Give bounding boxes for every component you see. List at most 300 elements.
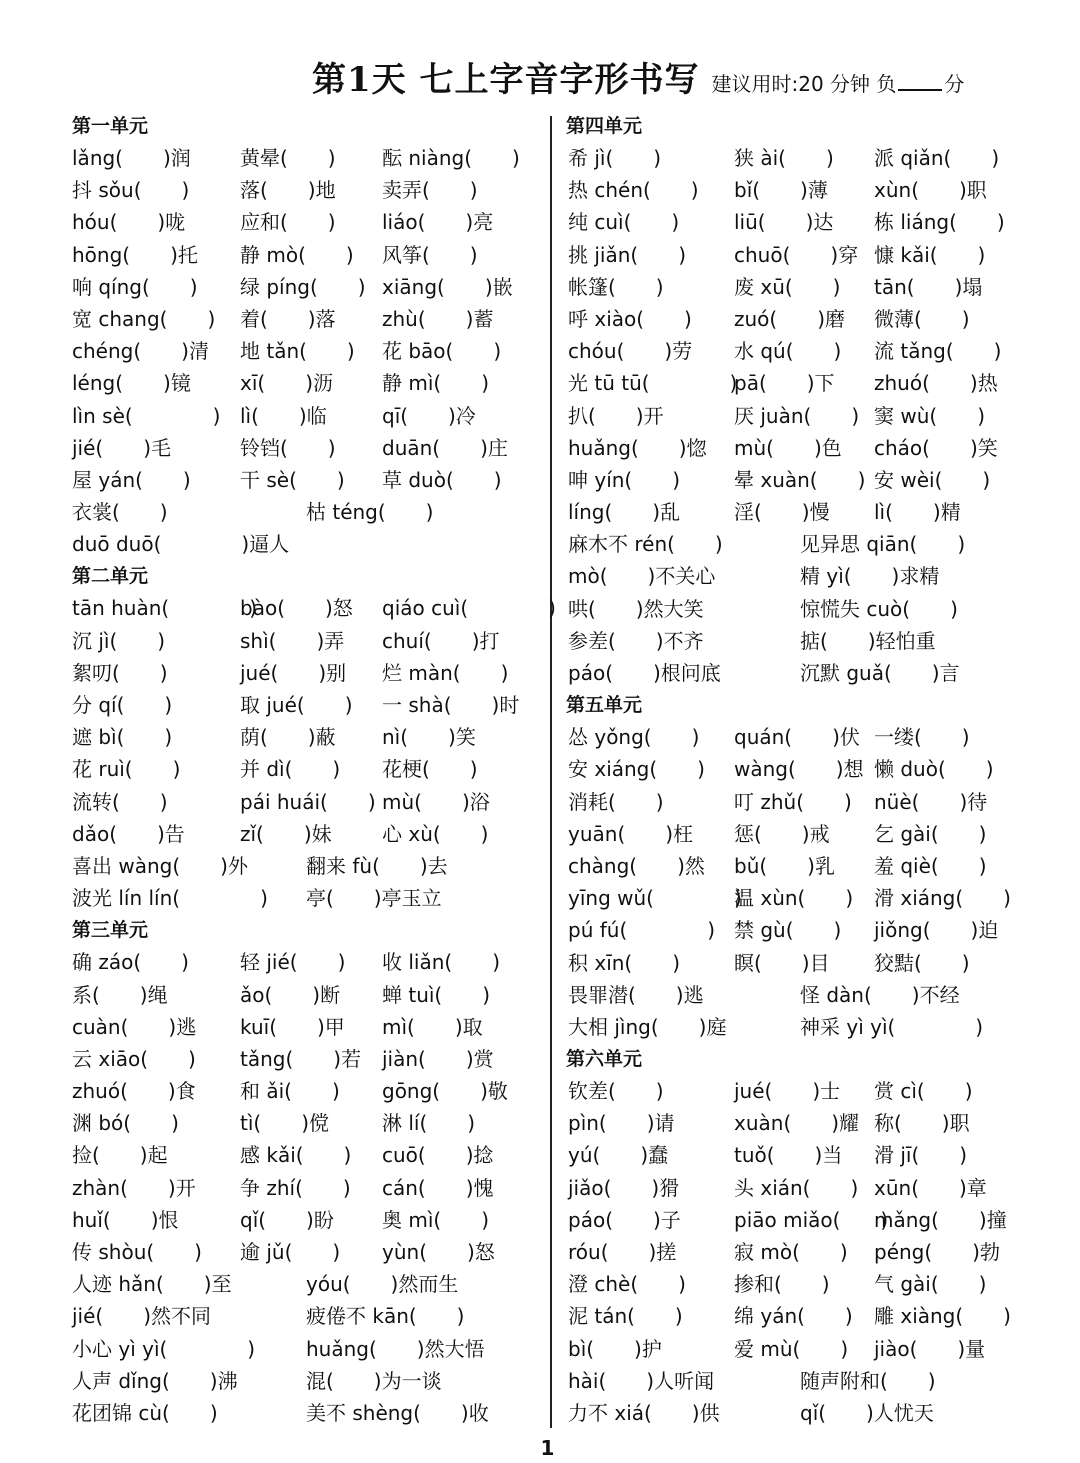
exercise-item: 屋 yán( ): [72, 467, 191, 492]
exercise-item: qiáo cuì( ): [382, 596, 556, 621]
exercise-row: [72, 1333, 542, 1365]
exercise-row: [566, 947, 1046, 979]
exercise-item: 波光 lín lín( ): [72, 886, 268, 911]
exercise-item: xùn( )职: [874, 178, 987, 203]
exercise-item: 淋 lí( ): [382, 1111, 476, 1136]
exercise-row: [72, 432, 542, 464]
exercise-row: [566, 1300, 1046, 1332]
exercise-item: 地 tǎn( ): [240, 339, 355, 364]
exercise-item: líng( )乱: [568, 500, 681, 525]
exercise-item: 泥 tán( ): [568, 1304, 683, 1329]
exercise-row: [566, 882, 1046, 914]
exercise-item: xī( )沥: [240, 371, 333, 396]
exercise-row: [72, 142, 542, 174]
exercise-row: [566, 560, 1046, 592]
exercise-row: [566, 1365, 1046, 1397]
exercise-row: [566, 206, 1046, 238]
exercise-row: [72, 753, 542, 785]
exercise-row: [566, 239, 1046, 271]
unit-title: 第六单元: [566, 1048, 643, 1071]
exercise-row: [566, 657, 1046, 689]
exercise-item: 争 zhí( ): [240, 1175, 351, 1200]
exercise-item: 宽 chang( ): [72, 306, 216, 331]
exercise-item: 怪 dàn( )不经: [800, 982, 960, 1007]
exercise-item: piāo miǎo( ): [734, 1207, 889, 1232]
exercise-item: 淫( )慢: [734, 500, 830, 525]
exercise-item: 微薄( ): [874, 306, 970, 331]
exercise-item: bào( )怒: [240, 596, 353, 621]
exercise-item: 着( )落: [240, 306, 336, 331]
unit-title: 第三单元: [72, 919, 149, 942]
exercise-row: [72, 271, 542, 303]
exercise-item: ǎo( )断: [240, 982, 341, 1007]
exercise-item: 静 mì( ): [382, 371, 490, 396]
exercise-item: duān( )庄: [382, 435, 508, 460]
exercise-item: 云 xiāo( ): [72, 1046, 196, 1071]
exercise-item: xiāng( )嵌: [382, 274, 513, 299]
exercise-item: xuàn( )耀: [734, 1111, 860, 1136]
exercise-item: 心 xù( ): [382, 821, 489, 846]
exercise-item: 滑 jī( ): [874, 1143, 968, 1168]
exercise-item: 挑 jiǎn( ): [568, 242, 687, 267]
exercise-item: 瞑( )目: [734, 950, 830, 975]
exercise-item: bǔ( )乳: [734, 853, 835, 878]
exercise-item: 头 xián( ): [734, 1175, 859, 1200]
exercise-item: 枯 téng( ): [306, 500, 434, 525]
exercise-row: [72, 464, 542, 496]
exercise-item: zhù( )蓄: [382, 306, 494, 331]
exercise-item: 抖 sǒu( ): [72, 178, 190, 203]
exercise-row: [566, 786, 1046, 818]
exercise-item: 系( )绳: [72, 982, 168, 1007]
exercise-row: [72, 400, 542, 432]
exercise-item: huǐ( )恨: [72, 1207, 179, 1232]
exercise-item: 禁 gù( ): [734, 918, 842, 943]
exercise-item: 花梗( ): [382, 757, 478, 782]
exercise-row: [72, 818, 542, 850]
exercise-item: 赏 cì( ): [874, 1079, 973, 1104]
exercise-row: [566, 593, 1046, 625]
unit-title: 第四单元: [566, 115, 643, 137]
exercise-row: [566, 1268, 1046, 1300]
exercise-item: pā( )下: [734, 371, 835, 396]
exercise-item: 响 qíng( ): [72, 274, 198, 299]
exercise-item: 怂 yǒng( ): [568, 725, 700, 750]
unit-title: 第一单元: [72, 115, 149, 137]
exercise-row: [566, 625, 1046, 657]
exercise-item: 荫( )蔽: [240, 725, 336, 750]
exercise-item: 钦差( ): [568, 1079, 664, 1104]
exercise-row: [72, 1236, 542, 1268]
exercise-item: chuí( )打: [382, 628, 500, 653]
exercise-item: zhuó( )热: [874, 371, 998, 396]
column-divider: [550, 116, 552, 1428]
exercise-item: 捡( )起: [72, 1143, 168, 1168]
exercise-row: [566, 464, 1046, 496]
exercise-row: [566, 1172, 1046, 1204]
exercise-item: 喜出 wàng( )外: [72, 853, 248, 878]
exercise-item: 雕 xiàng( ): [874, 1304, 1011, 1329]
exercise-item: 废 xū( ): [734, 274, 841, 299]
exercise-item: zuó( )磨: [734, 306, 846, 331]
page-title: 第1天 七上字音字形书写: [312, 60, 700, 100]
exercise-item: 逾 jǔ( ): [240, 1240, 341, 1264]
exercise-row: [72, 1204, 542, 1236]
exercise-item: 爱 mù( ): [734, 1336, 849, 1361]
exercise-row: [72, 1139, 542, 1171]
exercise-item: hóu( )咙: [72, 210, 186, 235]
exercise-item: pìn( )请: [568, 1111, 675, 1136]
exercise-item: 沉 jì( ): [72, 628, 166, 653]
exercise-row: [566, 818, 1046, 850]
exercise-item: liáo( )亮: [382, 210, 494, 235]
exercise-item: 气 gài( ): [874, 1272, 987, 1297]
exercise-item: 掂( )轻怕重: [800, 628, 936, 653]
exercise-item: 麻木不 rén( ): [568, 532, 723, 557]
exercise-item: jié( )然不同: [72, 1304, 212, 1329]
right-column: [566, 110, 1046, 1429]
exercise-item: 狡黠( ): [874, 950, 970, 975]
exercise-row: [566, 496, 1046, 528]
exercise-item: huǎng( )惚: [568, 435, 707, 460]
exercise-item: yú( )蠢: [568, 1143, 669, 1168]
exercise-item: duō duō( )逼人: [72, 532, 290, 557]
exercise-item: lǎng( )润: [72, 146, 191, 170]
exercise-row: [72, 882, 542, 914]
exercise-row: [72, 1107, 542, 1139]
exercise-item: 美不 shèng( )收: [306, 1400, 489, 1425]
exercise-item: liū( )达: [734, 210, 834, 235]
exercise-item: tì( )傥: [240, 1111, 330, 1136]
exercise-item: 窦 wù( ): [874, 403, 985, 428]
exercise-item: 光 tū tū( ): [568, 371, 738, 396]
exercise-item: 并 dì( ): [240, 757, 341, 782]
exercise-row: [566, 1139, 1046, 1171]
exercise-item: quán( )伏: [734, 725, 860, 750]
exercise-row: [566, 1011, 1046, 1043]
exercise-item: 干 sè( ): [240, 467, 345, 492]
exercise-item: tǎng( )若: [240, 1046, 362, 1071]
exercise-row: [72, 528, 542, 560]
exercise-row: [72, 979, 542, 1011]
exercise-row: [72, 206, 542, 238]
exercise-item: mǎng( )撞: [874, 1207, 1007, 1232]
exercise-item: 畏罪潜( )逃: [568, 982, 704, 1007]
exercise-row: [566, 367, 1046, 399]
exercise-item: 花 ruì( ): [72, 757, 181, 782]
exercise-item: 希 jì( ): [568, 146, 662, 170]
exercise-row: [72, 1397, 542, 1429]
exercise-item: 亭( )亭玉立: [306, 886, 442, 911]
exercise-item: cháo( )笑: [874, 435, 998, 460]
exercise-row: [72, 592, 556, 624]
exercise-item: 流转( ): [72, 789, 168, 814]
exercise-item: 栋 liáng( ): [874, 210, 1005, 235]
exercise-item: 精 yì( )求精: [800, 564, 940, 589]
exercise-item: mù( )浴: [382, 789, 490, 814]
exercise-row: [566, 850, 1046, 882]
exercise-item: dǎo( )告: [72, 821, 185, 846]
exercise-item: 狭 ài( ): [734, 146, 834, 170]
exercise-row: [72, 1365, 542, 1397]
exercise-item: nüè( )待: [874, 789, 988, 814]
exercise-item: 呻 yín( ): [568, 467, 681, 492]
exercise-item: 惩( )戒: [734, 821, 830, 846]
exercise-item: 绵 yán( ): [734, 1304, 853, 1329]
exercise-item: pái huái( ): [240, 789, 376, 814]
exercise-item: lìn sè( ): [72, 403, 221, 428]
exercise-item: 惊慌失 cuò( ): [800, 596, 958, 621]
exercise-item: hōng( )托: [72, 242, 198, 267]
exercise-item: 见异思 qiān( ): [800, 532, 966, 557]
exercise-item: yuān( )枉: [568, 821, 694, 846]
exercise-item: cuō( )捻: [382, 1143, 494, 1168]
exercise-item: 确 záo( ): [72, 950, 189, 975]
exercise-row: [566, 1397, 1046, 1429]
exercise-item: róu( )搓: [568, 1240, 677, 1264]
exercise-item: 澄 chè( ): [568, 1272, 686, 1297]
exercise-item: yùn( )怒: [382, 1240, 495, 1264]
exercise-item: mù( )色: [734, 435, 842, 460]
exercise-item: 絮叨( ): [72, 660, 168, 685]
exercise-item: hài( )人听闻: [568, 1368, 715, 1393]
exercise-row: [72, 1011, 542, 1043]
exercise-item: 热 chén( ): [568, 178, 699, 203]
exercise-row: [72, 721, 542, 753]
exercise-item: mò( )不关心: [568, 564, 716, 589]
exercise-row: [72, 946, 542, 978]
exercise-row: [72, 625, 542, 657]
exercise-item: 静 mò( ): [240, 242, 354, 267]
exercise-row: [566, 1236, 1046, 1268]
exercise-item: 晕 xuàn( ): [734, 467, 866, 492]
exercise-item: tān huàn( ): [72, 596, 258, 621]
exercise-item: 收 liǎn( ): [382, 950, 501, 975]
exercise-item: 渊 bó( ): [72, 1111, 179, 1136]
exercise-item: cuàn( )逃: [72, 1014, 197, 1039]
exercise-row: [72, 689, 542, 721]
suggested-time: 建议用时:20 分钟 负: [711, 72, 897, 96]
time-and-score: [712, 68, 965, 97]
exercise-item: yīng wǔ( ): [568, 886, 742, 911]
exercise-row: [72, 1300, 542, 1332]
exercise-row: [72, 1172, 542, 1204]
exercise-row: [566, 142, 1046, 174]
exercise-item: jué( )别: [240, 660, 347, 685]
exercise-item: 传 shòu( ): [72, 1240, 202, 1264]
exercise-item: 参差( )不齐: [568, 628, 704, 653]
exercise-row: [72, 786, 542, 818]
exercise-row: [72, 850, 542, 882]
exercise-item: 积 xīn( ): [568, 950, 681, 975]
page-number: 1: [540, 1436, 555, 1460]
exercise-item: páo( )子: [568, 1207, 681, 1232]
exercise-item: 流 tǎng( ): [874, 339, 1002, 364]
exercise-item: 酝 niàng( ): [382, 146, 520, 170]
exercise-item: chóu( )劳: [568, 339, 693, 364]
exercise-item: 花团锦 cù( ): [72, 1400, 218, 1425]
exercise-item: 懒 duò( ): [874, 757, 994, 782]
exercise-item: chéng( )清: [72, 339, 209, 364]
exercise-item: gōng( )敬: [382, 1079, 508, 1104]
exercise-item: 风筝( ): [382, 242, 478, 267]
exercise-item: 分 qí( ): [72, 693, 173, 717]
exercise-item: pú fú( ): [568, 918, 716, 943]
exercise-item: 沉默 guǎ( )言: [800, 661, 960, 685]
exercise-item: péng( )勃: [874, 1240, 1000, 1264]
exercise-row: [566, 1075, 1046, 1107]
exercise-row: [566, 914, 1046, 946]
exercise-item: 帐篷( ): [568, 274, 664, 299]
exercise-item: 黄晕( ): [240, 146, 336, 170]
exercise-item: 厌 juàn( ): [734, 403, 860, 428]
exercise-item: jiàn( )赏: [382, 1046, 494, 1071]
exercise-item: zhuó( )食: [72, 1079, 196, 1104]
exercise-row: [566, 174, 1046, 206]
exercise-item: qǐ( )人忧天: [800, 1400, 934, 1425]
exercise-item: 滑 xiáng( ): [874, 886, 1011, 911]
exercise-row: [566, 1107, 1046, 1139]
exercise-item: 草 duò( ): [382, 467, 502, 492]
exercise-row: [566, 1204, 1046, 1236]
exercise-row: [72, 1043, 542, 1075]
exercise-item: tuǒ( )当: [734, 1143, 843, 1168]
exercise-item: 安 wèi( ): [874, 467, 991, 492]
exercise-item: 一缕( ): [874, 725, 970, 750]
exercise-item: 花 bāo( ): [382, 339, 502, 364]
exercise-item: 遮 bì( ): [72, 725, 173, 750]
exercise-item: qī( )冷: [382, 403, 476, 428]
exercise-row: [566, 753, 1046, 785]
exercise-item: 纯 cuì( ): [568, 210, 680, 235]
page-header: [312, 52, 1040, 100]
exercise-item: zǐ( )妹: [240, 821, 332, 846]
exercise-item: 温 xùn( ): [734, 886, 854, 911]
exercise-row: [566, 979, 1046, 1011]
exercise-item: bǐ( )薄: [734, 178, 828, 203]
exercise-row: [72, 1075, 542, 1107]
exercise-item: 奥 mì( ): [382, 1207, 490, 1232]
exercise-item: 衣裳( ): [72, 500, 168, 525]
exercise-row: [72, 303, 542, 335]
exercise-item: 羞 qiè( ): [874, 853, 987, 878]
exercise-row: [566, 528, 1046, 560]
exercise-item: 安 xiáng( ): [568, 757, 705, 782]
exercise-item: 乞 gài( ): [874, 821, 987, 846]
exercise-item: 掺和( ): [734, 1272, 830, 1297]
exercise-item: zhàn( )开: [72, 1175, 196, 1200]
exercise-item: wàng( )想: [734, 757, 864, 782]
exercise-item: 人迹 hǎn( )至: [72, 1272, 232, 1297]
exercise-item: 扒( )开: [568, 403, 664, 428]
exercise-item: chàng( )然: [568, 853, 705, 878]
exercise-row: [72, 496, 542, 528]
exercise-item: 人声 dǐng( )沸: [72, 1368, 238, 1393]
exercise-item: 取 jué( ): [240, 693, 353, 717]
exercise-item: 蝉 tuì( ): [382, 982, 491, 1007]
exercise-item: 卖弄( ): [382, 178, 478, 203]
exercise-item: lì( )临: [240, 403, 327, 428]
exercise-item: jiǒng( )迫: [874, 918, 999, 943]
exercise-item: 称( )职: [874, 1111, 970, 1136]
exercise-row: [72, 335, 542, 367]
exercise-item: 翻来 fù( )去: [306, 853, 448, 878]
exercise-item: 烂 màn( ): [382, 660, 509, 685]
exercise-item: 铃铛( ): [240, 435, 336, 460]
exercise-item: lì( )精: [874, 500, 961, 525]
exercise-item: bì( )护: [568, 1336, 662, 1361]
exercise-item: xūn( )章: [874, 1175, 987, 1200]
exercise-item: páo( )根问底: [568, 661, 721, 685]
exercise-item: jiǎo( )猾: [568, 1175, 680, 1200]
exercise-item: 叮 zhǔ( ): [734, 789, 852, 814]
exercise-item: 大相 jìng( )庭: [568, 1014, 727, 1039]
exercise-item: 落( )地: [240, 178, 336, 203]
exercise-item: nì( )笑: [382, 725, 476, 750]
exercise-item: 混( )为一谈: [306, 1368, 442, 1393]
exercise-row: [72, 174, 542, 206]
exercise-item: jué( )士: [734, 1079, 841, 1104]
exercise-item: 应和( ): [240, 210, 336, 235]
exercise-row: [566, 432, 1046, 464]
exercise-item: 寂 mò( ): [734, 1240, 848, 1264]
exercise-item: 随声附和( ): [800, 1368, 936, 1393]
exercise-item: shì( )弄: [240, 628, 345, 653]
exercise-row: [72, 367, 542, 399]
exercise-item: 慷 kǎi( ): [874, 242, 986, 267]
exercise-item: 和 ǎi( ): [240, 1079, 340, 1104]
exercise-item: kuī( )甲: [240, 1014, 345, 1039]
exercise-row: [72, 1268, 542, 1300]
unit-title: 第五单元: [566, 694, 643, 717]
exercise-item: 轻 jié( ): [240, 950, 346, 975]
exercise-row: [566, 271, 1046, 303]
exercise-item: 消耗( ): [568, 789, 664, 814]
exercise-item: huǎng( )然大悟: [306, 1336, 485, 1361]
exercise-item: tān( )塌: [874, 274, 983, 299]
unit-title: 第二单元: [72, 565, 149, 588]
exercise-item: mì( )取: [382, 1014, 483, 1039]
exercise-item: léng( )镜: [72, 371, 191, 396]
exercise-row: [72, 239, 542, 271]
exercise-item: jié( )毛: [72, 435, 172, 460]
exercise-item: cán( )愧: [382, 1175, 494, 1200]
exercise-item: 绿 píng( ): [240, 274, 366, 299]
score-blank: [898, 89, 942, 91]
exercise-row: [72, 657, 542, 689]
exercise-item: qǐ( )盼: [240, 1207, 334, 1232]
exercise-item: 疲倦不 kān( ): [306, 1304, 465, 1329]
exercise-item: 派 qiǎn( ): [874, 146, 1000, 170]
exercise-item: yóu( )然而生: [306, 1272, 459, 1297]
exercise-item: 呼 xiào( ): [568, 306, 692, 331]
exercise-item: 感 kǎi( ): [240, 1143, 352, 1168]
exercise-item: 水 qú( ): [734, 339, 842, 364]
exercise-row: [566, 400, 1046, 432]
exercise-item: chuō( )穿: [734, 242, 859, 267]
exercise-row: [566, 335, 1046, 367]
exercise-item: 一 shà( )时: [382, 693, 520, 717]
exercise-item: 神采 yì yì( ): [800, 1014, 984, 1039]
left-column: [72, 110, 556, 1429]
score-unit: 分: [944, 72, 965, 96]
exercise-item: 哄( )然大笑: [568, 596, 704, 621]
exercise-item: jiào( )量: [874, 1336, 986, 1361]
exercise-row: [566, 721, 1046, 753]
exercise-row: [566, 1333, 1046, 1365]
exercise-row: [566, 303, 1046, 335]
exercise-item: 小心 yì yì( ): [72, 1336, 256, 1361]
